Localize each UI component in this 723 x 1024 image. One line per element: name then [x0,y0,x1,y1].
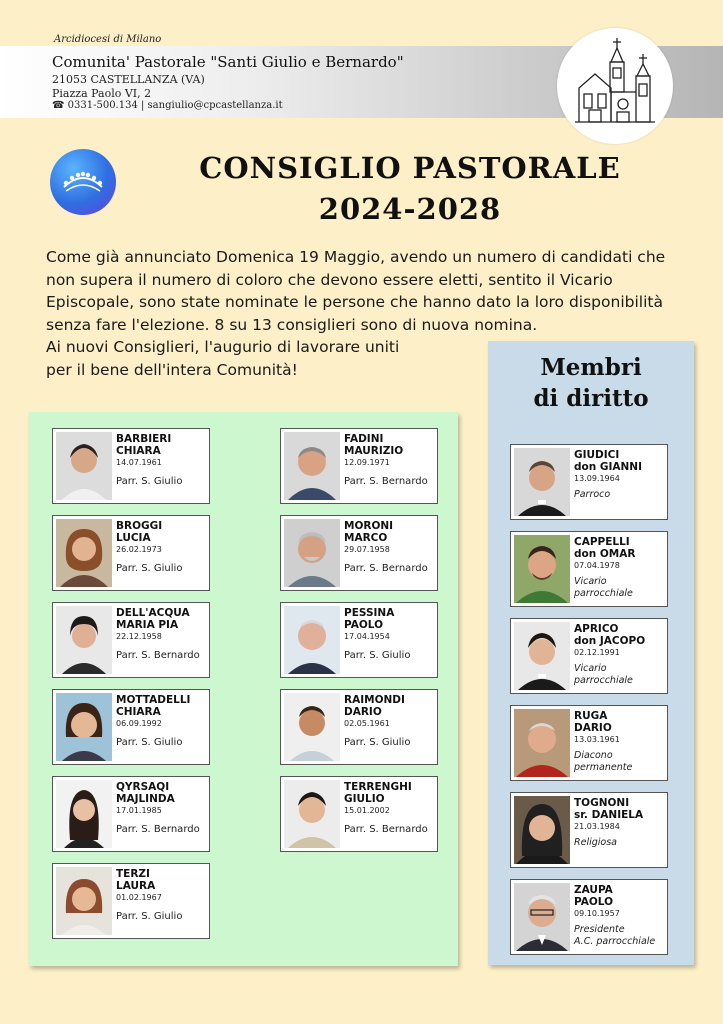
member-name: TERZI LAURA [116,868,156,892]
member-parish: Parr. S. Giulio [116,476,183,487]
member-role: Diacono permanente [574,750,633,773]
member-photo [514,622,570,690]
member-birthdate: 17.01.1985 [116,806,162,815]
member-parish: Parr. S. Bernardo [116,824,200,835]
member-parish: Parr. S. Giulio [116,911,183,922]
member-name: BROGGI LUCIA [116,520,163,544]
member-birthdate: 06.09.1992 [116,719,162,728]
member-card [280,428,438,504]
member-photo [514,883,570,951]
member-card [52,689,210,765]
member-name: TERRENGHI GIULIO [344,781,412,805]
page-title: CONSIGLIO PASTORALE [199,151,621,185]
member-parish: Parr. S. Giulio [344,737,411,748]
member-photo [56,606,112,674]
member-photo [284,519,340,587]
member-name: DELL'ACQUA MARIA PIA [116,607,190,631]
address-city: 21053 CASTELLANZA (VA) [52,73,205,86]
member-card [280,602,438,678]
member-name: RAIMONDI DARIO [344,694,405,718]
member-birthdate: 17.04.1954 [344,632,390,641]
member-birthdate: 09.10.1957 [574,909,620,918]
member-photo [514,709,570,777]
member-parish: Parr. S. Bernardo [116,650,200,661]
ex-officio-card [510,879,668,955]
member-birthdate: 22.12.1958 [116,632,162,641]
member-parish: Parr. S. Bernardo [344,824,428,835]
member-name: APRICO don JACOPO [574,623,646,647]
address-street: Piazza Paolo VI, 2 [52,87,152,100]
member-birthdate: 07.04.1978 [574,561,620,570]
ex-officio-title: Membri [540,354,642,381]
member-birthdate: 13.03.1961 [574,735,620,744]
member-card [52,776,210,852]
member-card [52,428,210,504]
member-card [52,515,210,591]
archdiocese-label: Arcidiocesi di Milano [54,34,162,45]
member-photo [514,796,570,864]
member-card [52,602,210,678]
member-parish: Parr. S. Bernardo [344,563,428,574]
member-birthdate: 02.05.1961 [344,719,390,728]
member-photo [56,519,112,587]
member-name: QYRSAQI MAJLINDA [116,781,175,805]
member-photo [56,780,112,848]
member-photo [56,867,112,935]
member-name: PESSINA PAOLO [344,607,395,631]
church-logo [557,28,673,144]
page-subtitle-years: 2024-2028 [318,192,502,226]
member-photo [514,535,570,603]
ex-officio-card [510,705,668,781]
member-photo [56,432,112,500]
member-birthdate: 12.09.1971 [344,458,390,467]
member-birthdate: 13.09.1964 [574,474,620,483]
member-parish: Parr. S. Giulio [116,563,183,574]
member-birthdate: 14.07.1961 [116,458,162,467]
contact-info: ☎ 0331-500.134 | sangiulio@cpcastellanza.it [52,100,283,111]
intro-wish-line1: Ai nuovi Consiglieri, l'augurio di lavorare uniti [46,338,400,356]
member-card [280,515,438,591]
member-name: GIUDICI don GIANNI [574,449,642,473]
member-photo [514,448,570,516]
member-photo [284,606,340,674]
member-role: Religiosa [574,837,617,848]
member-birthdate: 29.07.1958 [344,545,390,554]
crown-logo [50,149,116,215]
member-role: Parroco [574,489,611,500]
ex-officio-card [510,618,668,694]
member-birthdate: 21.03.1984 [574,822,620,831]
member-role: Vicario parrocchiale [574,663,633,686]
parish-name: Comunita' Pastorale "Santi Giulio e Bernardo" [52,53,404,71]
member-birthdate: 15.01.2002 [344,806,390,815]
church-drawing-icon [557,28,673,144]
member-name: TOGNONI sr. DANIELA [574,797,644,821]
member-role: Presidente A.C. parrocchiale [574,924,656,947]
member-role: Vicario parrocchiale [574,576,633,599]
member-photo [56,693,112,761]
member-card [280,776,438,852]
member-birthdate: 01.02.1967 [116,893,162,902]
intro-paragraph: Come già annunciato Domenica 19 Maggio, avendo un numero di candidati che non supera il numero di coloro che devono essere eletti, sentito il Vicario Episcopale, sono state nominate le persone che hanno dato la loro disponibilità senza fare l'elezione. 8 su 13 consiglieri sono di nuova nomina. [46,248,666,334]
member-name: FADINI MAURIZIO [344,433,404,457]
member-photo [284,780,340,848]
member-name: BARBIERI CHIARA [116,433,172,457]
ex-officio-card [510,531,668,607]
intro-wish-line2: per il bene dell'intera Comunità! [46,360,298,379]
ex-officio-panel [488,341,694,965]
member-name: MOTTADELLI CHIARA [116,694,191,718]
member-photo [284,693,340,761]
member-card [280,689,438,765]
member-birthdate: 02.12.1991 [574,648,620,657]
member-parish: Parr. S. Giulio [344,650,411,661]
member-name: ZAUPA PAOLO [574,884,614,908]
member-name: CAPPELLI don OMAR [574,536,636,560]
member-photo [284,432,340,500]
member-parish: Parr. S. Bernardo [344,476,428,487]
member-name: MORONI MARCO [344,520,394,544]
ex-officio-card [510,444,668,520]
crown-icon [50,149,116,215]
member-card [52,863,210,939]
members-panel [29,412,458,966]
ex-officio-subtitle: di diritto [533,385,649,412]
ex-officio-card [510,792,668,868]
member-name: RUGA DARIO [574,710,612,734]
member-parish: Parr. S. Giulio [116,737,183,748]
member-birthdate: 26.02.1973 [116,545,162,554]
